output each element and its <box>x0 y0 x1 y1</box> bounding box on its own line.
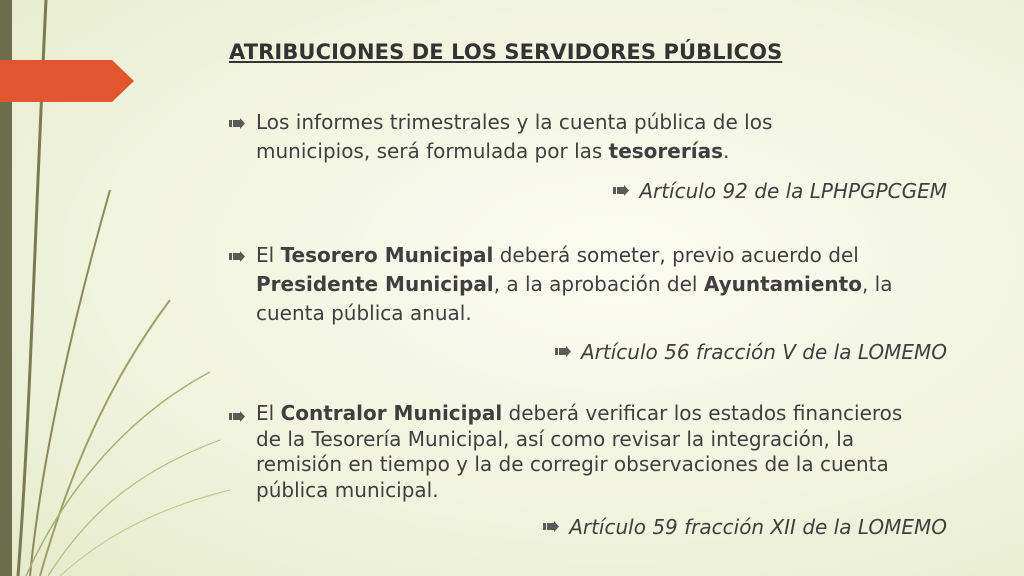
bullet-item <box>256 108 856 166</box>
bold-term: Presidente Municipal <box>256 272 494 296</box>
arrow-bullet-icon <box>229 251 245 262</box>
arrow-bullet-icon <box>229 411 245 422</box>
arrow-bullet-icon <box>555 346 571 357</box>
bold-term: Contralor Municipal <box>280 401 503 425</box>
text-segment: , la cuenta pública anual. <box>256 272 893 325</box>
article-reference: Artículo 59 fracción XII de la LOMEMO <box>569 515 947 539</box>
reference-line <box>543 515 947 539</box>
text-segment: , a la aprobación del <box>493 272 704 296</box>
bullet-item <box>256 241 956 328</box>
text-segment: . <box>722 139 730 163</box>
bold-term: Tesorero Municipal <box>280 243 494 267</box>
text-segment: El <box>256 243 281 267</box>
arrow-tab-icon <box>0 60 136 102</box>
bullet-text <box>256 401 902 502</box>
reference-line <box>555 340 947 364</box>
article-reference: Artículo 56 fracción V de la LOMEMO <box>581 340 947 364</box>
text-segment: deberá someter, previo acuerdo del <box>493 243 859 267</box>
reference-line <box>613 179 947 203</box>
bold-term: Ayuntamiento <box>703 272 862 296</box>
bold-term: tesorerías <box>608 139 723 163</box>
article-reference: Artículo 92 de la LPHPGPCGEM <box>639 179 947 203</box>
text-segment: Los informes trimestrales y la cuenta pública de los municipios, será formulada por las <box>256 110 773 163</box>
text-segment: El <box>256 401 281 425</box>
page-title: ATRIBUCIONES DE LOS SERVIDORES PÚBLICOS <box>229 40 783 64</box>
arrow-bullet-icon <box>229 118 245 129</box>
bullet-item <box>256 401 916 503</box>
text-segment: deberá verificar los estados financieros de la Tesorería Municipal, así como revisar la integración, la remisión en tiempo y la de corregir observaciones de la cuenta pública municipal. <box>256 401 903 502</box>
arrow-bullet-icon <box>543 521 559 532</box>
arrow-bullet-icon <box>613 185 629 196</box>
bullet-text <box>256 110 772 163</box>
bullet-text <box>256 243 893 325</box>
